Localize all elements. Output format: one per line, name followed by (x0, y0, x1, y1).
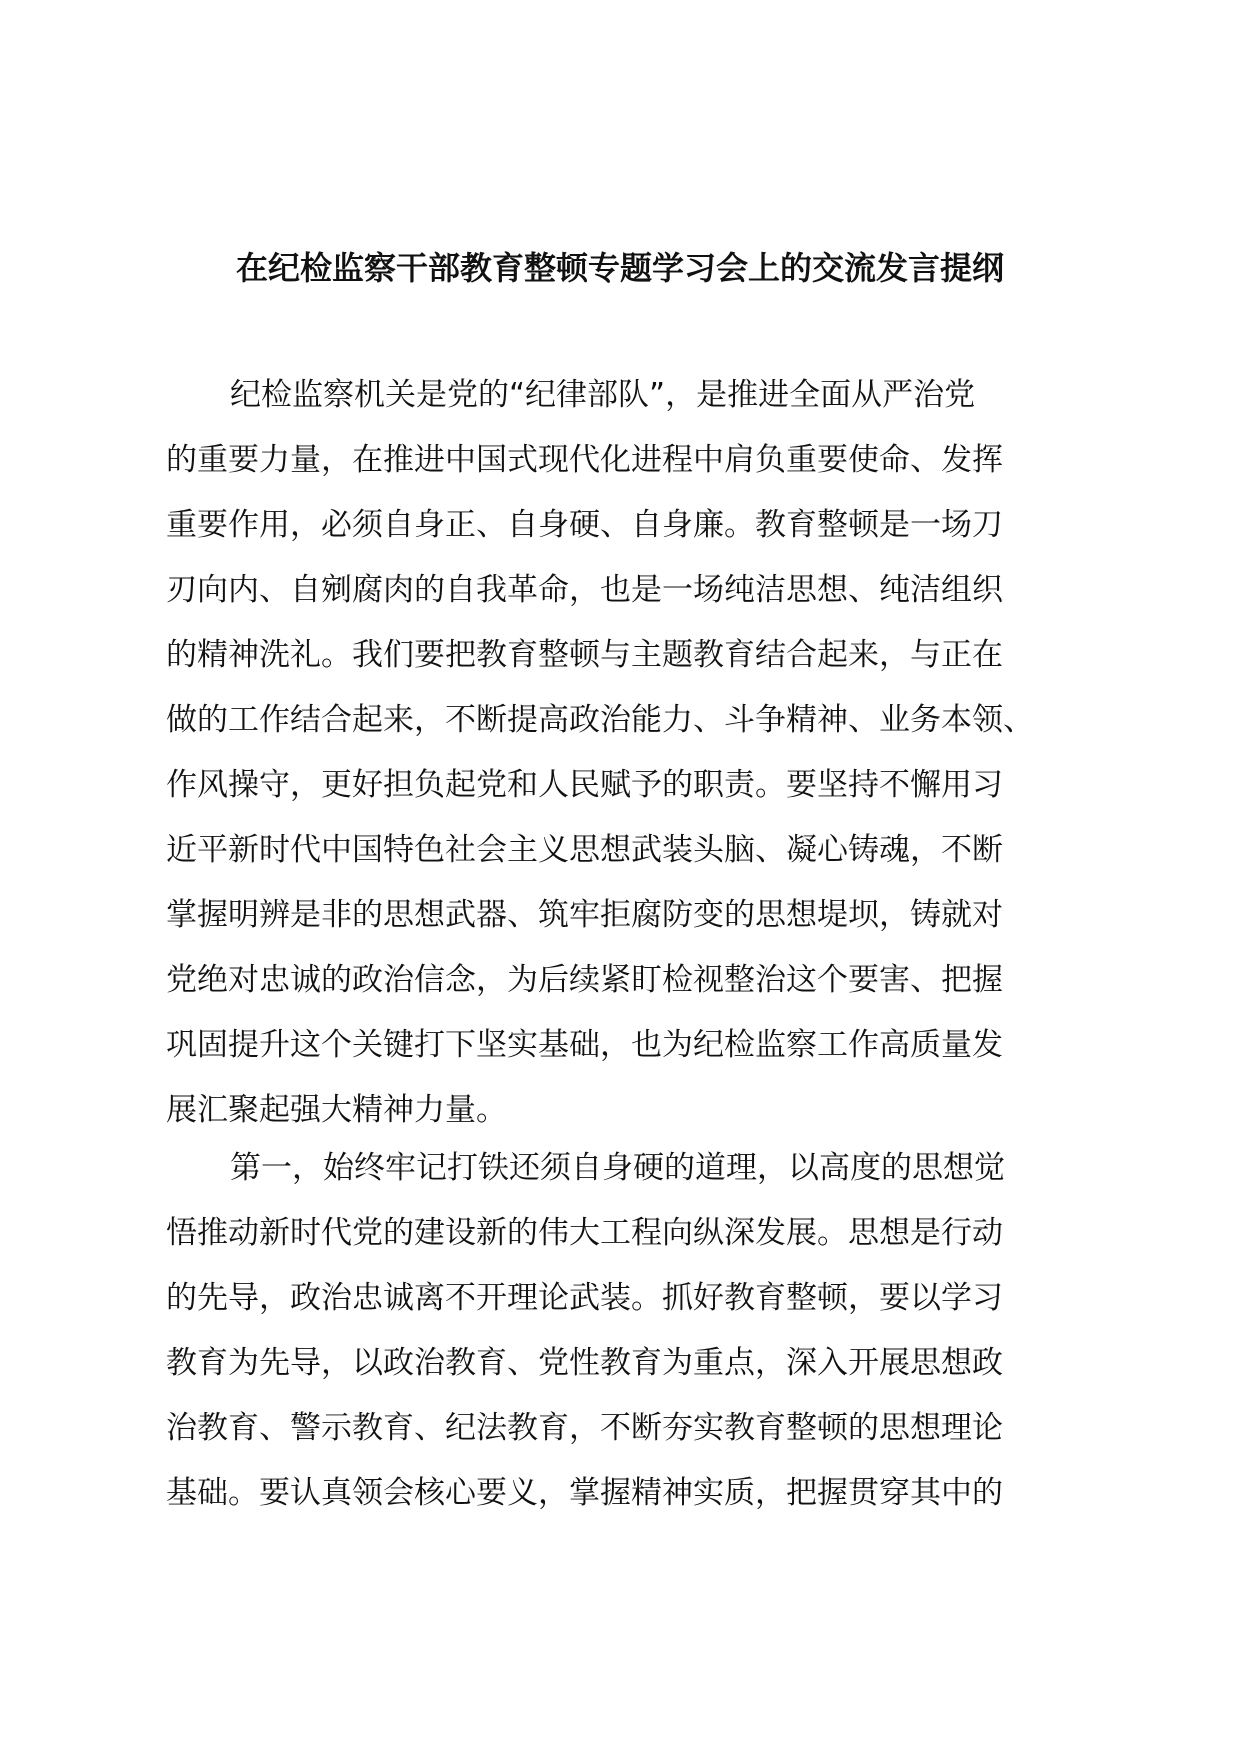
paragraph-line: 作风操守，更好担负起党和人民赋予的职责。要坚持不懈用习 (166, 767, 1003, 803)
paragraph-line: 纪检监察机关是党的“纪律部队”，是推进全面从严治党 (230, 377, 976, 413)
paragraph-line: 近平新时代中国特色社会主义思想武装头脑、凝心铸魂，不断 (166, 832, 1003, 868)
paragraph-line: 重要作用，必须自身正、自身硬、自身廉。教育整顿是一场刀 (166, 507, 1003, 543)
paragraph-line: 党绝对忠诚的政治信念，为后续紧盯检视整治这个要害、把握 (166, 962, 1003, 998)
paragraph-line: 掌握明辨是非的思想武器、筑牢拒腐防变的思想堤坝，铸就对 (166, 897, 1003, 933)
paragraph-line: 治教育、警示教育、纪法教育，不断夯实教育整顿的思想理论 (166, 1410, 1003, 1446)
paragraph-line: 基础。要认真领会核心要义，掌握精神实质，把握贯穿其中的 (166, 1475, 1003, 1511)
paragraph-line: 展汇聚起强大精神力量。 (166, 1092, 507, 1128)
document-title: 在纪检监察干部教育整顿专题学习会上的交流发言提纲 (235, 249, 1004, 287)
paragraph-line: 悟推动新时代党的建设新的伟大工程向纵深发展。思想是行动 (166, 1215, 1003, 1251)
paragraph-line: 的精神洗礼。我们要把教育整顿与主题教育结合起来，与正在 (166, 637, 1003, 673)
paragraph-line: 刃向内、自剜腐肉的自我革命，也是一场纯洁思想、纯洁组织 (166, 572, 1003, 608)
paragraph-line: 的重要力量，在推进中国式现代化进程中肩负重要使命、发挥 (166, 442, 1003, 478)
paragraph-line: 的先导，政治忠诚离不开理论武装。抓好教育整顿，要以学习 (166, 1280, 1003, 1316)
paragraph-2 (166, 1136, 1005, 1526)
paragraph-line: 巩固提升这个关键打下坚实基础，也为纪检监察工作高质量发 (166, 1027, 1003, 1063)
paragraph-line: 教育为先导，以政治教育、党性教育为重点，深入开展思想政 (166, 1345, 1003, 1381)
paragraph-line: 第一，始终牢记打铁还须自身硬的道理，以高度的思想觉 (230, 1150, 1005, 1186)
paragraph-1 (166, 363, 1034, 1143)
paragraph-line: 做的工作结合起来，不断提高政治能力、斗争精神、业务本领、 (166, 702, 1034, 738)
